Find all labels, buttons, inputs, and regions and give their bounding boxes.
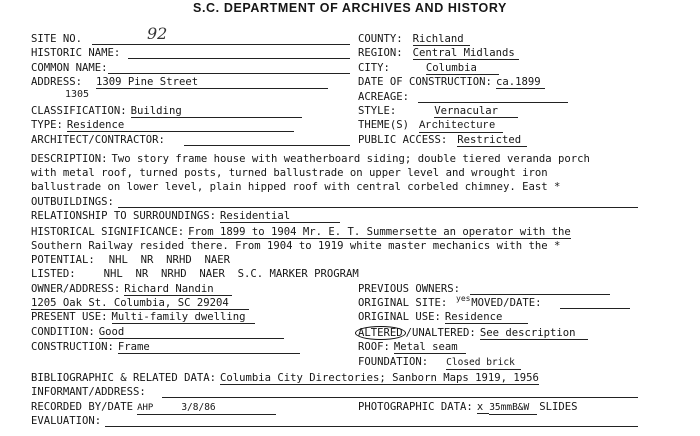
site-no-row	[31, 33, 82, 45]
bibliography-value: Columbia City Directories; Sanborn Maps 1919, 1956	[219, 372, 539, 384]
date-label: DATE OF CONSTRUCTION:	[358, 76, 492, 88]
type-row	[31, 119, 294, 132]
significance-label: HISTORICAL SIGNIFICANCE:	[31, 226, 185, 238]
public-access-row	[358, 134, 527, 147]
roof-label: ROOF:	[358, 341, 390, 353]
address-value: 1309 Pine Street	[96, 76, 328, 89]
previous-owners-rule	[470, 294, 610, 295]
construction-value: Frame	[118, 341, 300, 354]
relationship-row	[31, 210, 340, 223]
foundation-label: FOUNDATION:	[358, 356, 429, 368]
listed-row	[31, 268, 359, 280]
informant-label: INFORMANT/ADDRESS:	[31, 386, 146, 398]
significance-line-1	[31, 226, 571, 239]
classification-label: CLASSIFICATION:	[31, 105, 127, 117]
classification-row	[31, 105, 302, 118]
city-label: CITY:	[358, 62, 390, 74]
address-row	[31, 76, 328, 89]
foundation-value: Closed brick	[446, 357, 521, 370]
outbuildings-label: OUTBUILDINGS:	[31, 196, 114, 208]
unaltered-label: /UNALTERED:	[405, 327, 476, 339]
owner-label: OWNER/ADDRESS:	[31, 283, 121, 295]
acreage-row	[358, 91, 409, 103]
original-use-label: ORIGINAL USE:	[358, 311, 441, 323]
evaluation-row	[31, 415, 101, 427]
construction-label: CONSTRUCTION:	[31, 341, 114, 353]
informant-rule	[162, 397, 638, 398]
original-site-mark: yes	[456, 294, 471, 303]
description-line-2: with metal roof, turned posts, turned ballustrade on upper level and wrought iron	[31, 167, 548, 179]
altered-value: See description	[480, 327, 588, 340]
style-value: Vernacular	[434, 105, 518, 118]
relationship-label: RELATIONSHIP TO SURROUNDINGS:	[31, 210, 216, 222]
city-value: Columbia	[426, 62, 499, 75]
listed-label: LISTED:	[31, 268, 76, 280]
acreage-label: ACREAGE:	[358, 91, 410, 103]
significance-text-1: From 1899 to 1904 Mr. E. T. Summersette an operator with the	[188, 226, 571, 238]
potential-label: POTENTIAL:	[31, 254, 95, 266]
description-text-1: Two story frame house with weatherboard siding; double tiered veranda porch	[111, 153, 590, 165]
recorded-date: 3/8/86	[181, 402, 275, 415]
original-use-row	[358, 311, 528, 324]
public-access-label: PUBLIC ACCESS:	[358, 134, 448, 146]
historic-name-label: HISTORIC NAME:	[31, 47, 121, 59]
moved-rule	[560, 308, 630, 309]
county-value: Richland	[413, 33, 470, 46]
acreage-rule	[418, 102, 568, 103]
type-label: TYPE:	[31, 119, 63, 131]
architect-rule	[184, 145, 350, 146]
region-label: REGION:	[358, 47, 403, 59]
county-row	[358, 33, 470, 46]
common-name-label: COMMON NAME:	[31, 62, 108, 74]
outbuildings-rule	[118, 207, 638, 208]
historic-name-rule	[128, 58, 350, 59]
type-value: Residence	[67, 119, 294, 132]
altered-label: ALTERED	[355, 326, 406, 340]
address-correction: 1305	[65, 89, 90, 100]
present-use-label: PRESENT USE:	[31, 311, 108, 323]
style-row	[358, 105, 518, 118]
photographic-film: 35mmB&W	[489, 402, 537, 415]
common-name-row	[31, 62, 108, 74]
recorded-label: RECORDED BY/DATE	[31, 401, 134, 413]
photographic-slides: SLIDES	[539, 401, 578, 413]
photographic-mark: x	[477, 401, 489, 414]
potential-row	[31, 254, 230, 266]
page-title: S.C. DEPARTMENT OF ARCHIVES AND HISTORY	[193, 1, 507, 15]
altered-row	[358, 326, 588, 340]
common-name-rule	[108, 73, 350, 74]
evaluation-label: EVALUATION:	[31, 415, 102, 427]
owner-address-row	[31, 297, 249, 310]
themes-value: Architecture	[419, 120, 503, 133]
themes-row	[358, 119, 503, 133]
site-no-value: 92	[147, 24, 168, 43]
historic-name-row	[31, 47, 120, 59]
date-value: ca.1899	[496, 76, 545, 89]
bibliography-label: BIBLIOGRAPHIC & RELATED DATA:	[31, 372, 216, 384]
architect-row	[31, 134, 165, 146]
condition-row	[31, 326, 284, 339]
region-value: Central Midlands	[413, 47, 519, 60]
roof-row	[358, 341, 466, 354]
city-row	[358, 62, 499, 75]
description-line-3: ballustrade on lower level, plain hipped roof with central corbeled chimney. East *	[31, 181, 561, 193]
relationship-value: Residential	[220, 210, 340, 223]
architect-label: ARCHITECT/CONTRACTOR:	[31, 134, 165, 146]
style-label: STYLE:	[358, 105, 397, 117]
site-no-label: SITE NO.	[31, 33, 83, 45]
informant-row	[31, 386, 146, 398]
original-use-value: Residence	[445, 311, 528, 324]
recorded-row	[31, 401, 276, 415]
present-use-value: Multi-family dwelling	[112, 311, 256, 324]
outbuildings-row	[31, 196, 114, 208]
site-no-rule	[92, 44, 350, 45]
public-access-value: Restricted	[457, 134, 527, 147]
address-label: ADDRESS:	[31, 76, 83, 88]
region-row	[358, 47, 519, 60]
significance-line-2: Southern Railway resided there. From 1904 to 1919 white master mechanics with the *	[31, 240, 561, 252]
potential-options: NHL NR NRHD NAER	[108, 254, 230, 266]
owner-name: Richard Nandin	[124, 283, 231, 296]
original-site-label: ORIGINAL SITE:	[358, 297, 448, 309]
original-site-row	[358, 297, 541, 309]
present-use-row	[31, 311, 255, 324]
evaluation-rule	[105, 426, 638, 427]
foundation-row	[358, 356, 521, 370]
listed-options: NHL NR NRHD NAER S.C. MARKER PROGRAM	[103, 268, 359, 280]
condition-label: CONDITION:	[31, 326, 95, 338]
condition-value: Good	[99, 326, 285, 339]
description-label: DESCRIPTION:	[31, 153, 108, 165]
description-line-1	[31, 153, 590, 165]
date-row	[358, 76, 545, 89]
recorded-initials: AHP	[137, 402, 181, 415]
county-label: COUNTY:	[358, 33, 403, 45]
themes-label: THEME(S)	[358, 119, 410, 131]
owner-row	[31, 283, 232, 296]
construction-row	[31, 341, 300, 354]
previous-owners-row	[358, 283, 460, 295]
classification-value: Building	[131, 105, 302, 118]
previous-owners-label: PREVIOUS OWNERS:	[358, 283, 461, 295]
owner-address: 1205 Oak St. Columbia, SC 29204	[31, 297, 249, 310]
roof-value: Metal seam	[394, 341, 466, 354]
moved-label: MOVED/DATE:	[471, 297, 542, 309]
photographic-row	[358, 401, 578, 415]
bibliography-row	[31, 372, 539, 385]
photographic-label: PHOTOGRAPHIC DATA:	[358, 401, 473, 413]
